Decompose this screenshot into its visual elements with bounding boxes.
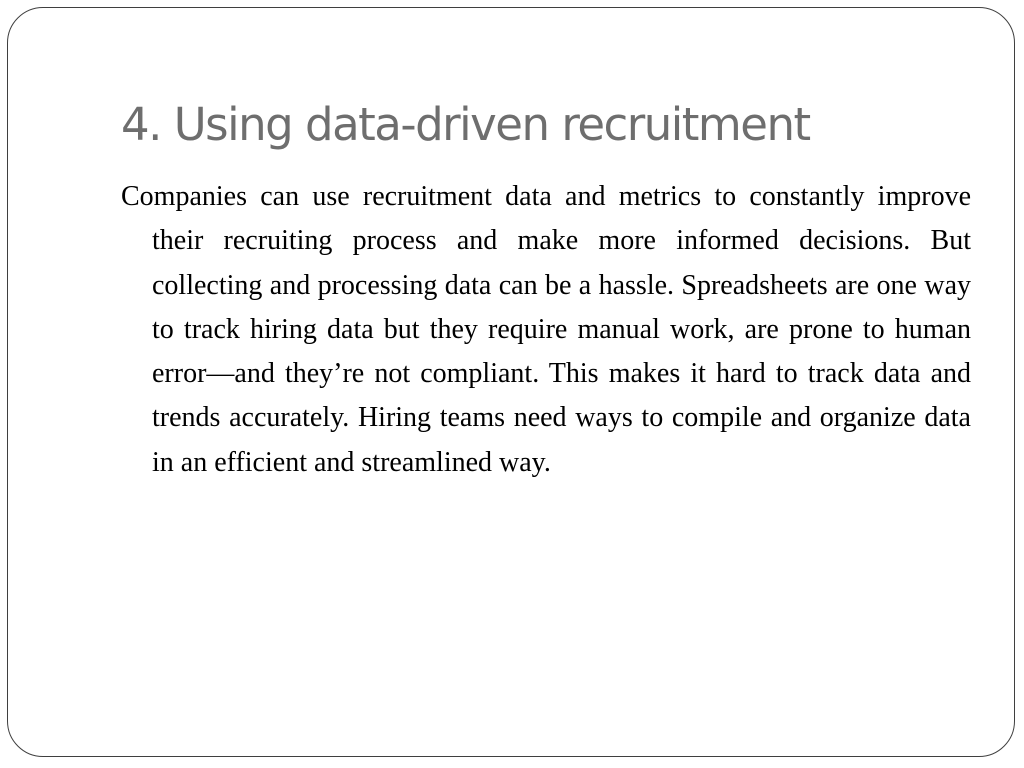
slide-body-text: Companies can use recruitment data and metrics to constantly improve their recruiting process and make more informed decisions. But collecting and processing data can be a hassle. Spreadsheets are one way to track hiring data but they require manual work, are prone to human error—and they’re not compliant. This makes it hard to track data and trends accurately. Hiring teams need ways to compile and organize data in an efficient and streamlined way.: [121, 181, 971, 478]
slide-title: 4. Using data-driven recruitment: [121, 98, 810, 151]
slide-frame: [7, 7, 1015, 757]
